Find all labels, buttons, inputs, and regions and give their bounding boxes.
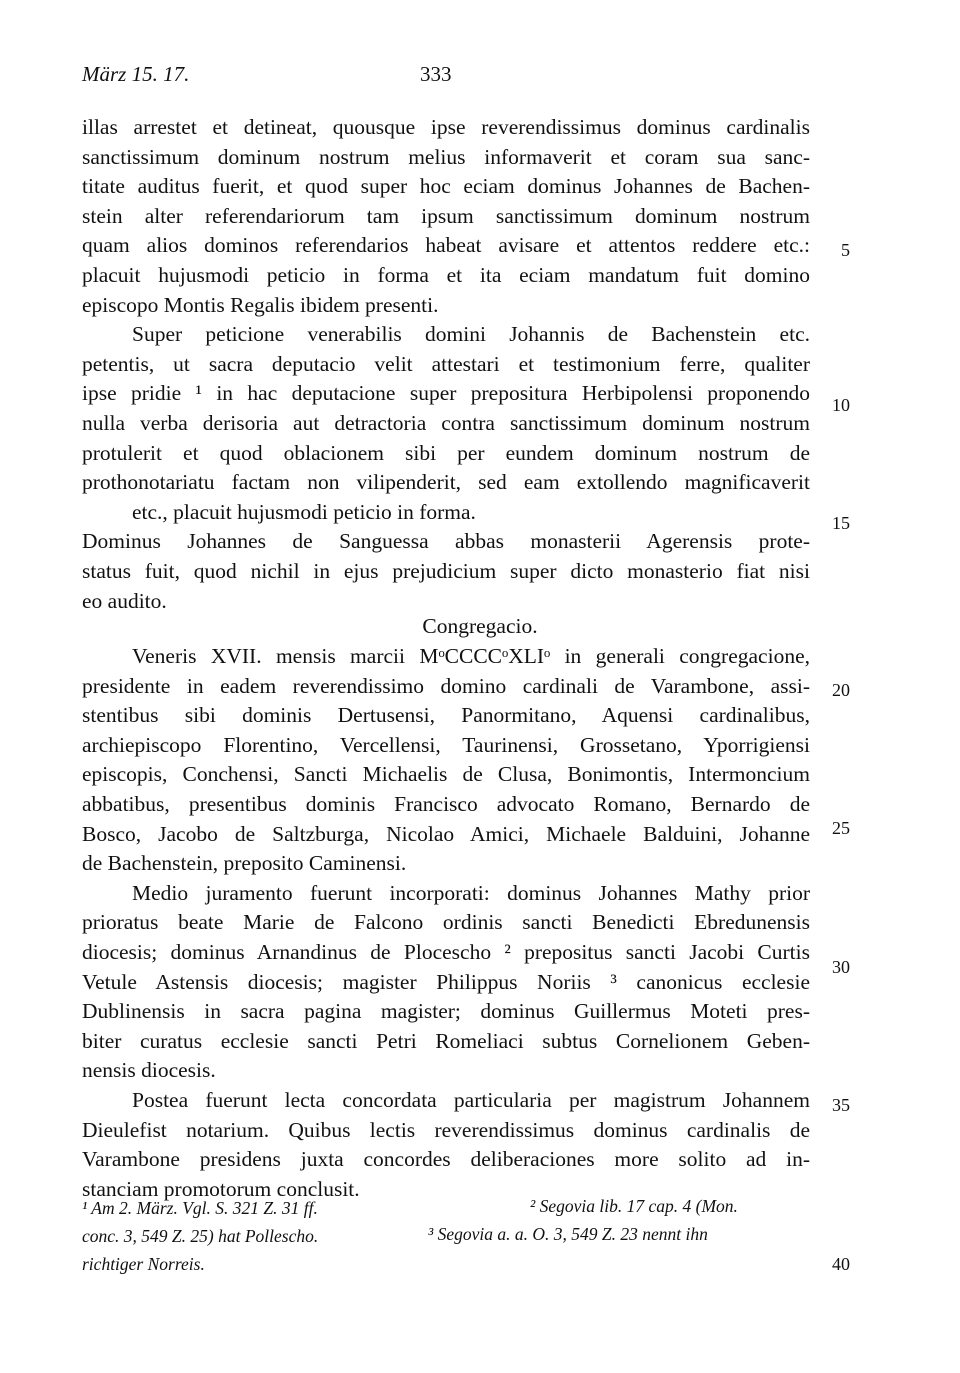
text-line: Varambone presidens juxta concordes deliberaciones more solito ad in-: [82, 1147, 810, 1172]
footnote-3: ³ Segovia a. a. O. 3, 549 Z. 23 nennt ihn: [428, 1224, 708, 1244]
line-number: 40: [832, 1254, 850, 1274]
text-line: placuit hujusmodi peticio in forma et ita eciam mandatum fuit domino: [82, 263, 810, 287]
text-line: Postea fuerunt lecta concordata particularia per magistrum Johannem: [132, 1088, 810, 1112]
line-number: 30: [832, 957, 850, 977]
text-line: stanciam promotorum conclusit.: [82, 1176, 360, 1201]
text-line: episcopo Montis Regalis ibidem presenti.: [82, 292, 439, 317]
text-line: sanctissimum dominum nostrum melius informaverit et coram sua sanc-: [82, 144, 810, 169]
text-line: prothonotariatu factam non vilipenderit, sed eam extollendo magnificaverit: [82, 470, 810, 495]
text-line: Super peticione venerabilis domini Johannis de Bachenstein etc.: [132, 322, 810, 347]
footnote-1-text: ¹ Am 2. März. Vgl. S. 321 Z. 31 ff.: [82, 1198, 318, 1218]
text-line: de Bachenstein, preposito Caminensi.: [82, 851, 407, 876]
text-line: illas arrestet et detineat, quousque ipse reverendissimus dominus cardinalis: [82, 115, 810, 139]
text-line: stentibus sibi dominis Dertusensi, Panormitano, Aquensi cardinalibus,: [82, 703, 810, 728]
footnote-2: ² Segovia lib. 17 cap. 4 (Mon.: [530, 1196, 738, 1216]
text-line: nensis diocesis.: [82, 1058, 216, 1083]
line-number: 35: [832, 1095, 850, 1115]
text-line: Dieulefist notarium. Quibus lectis reverendissimus dominus cardinalis de: [82, 1117, 810, 1142]
text-line: Dominus Johannes de Sanguessa abbas monasterii Agerensis prote-: [82, 529, 810, 554]
line-number: 5: [841, 240, 850, 260]
text-line: status fuit, quod nichil in ejus prejudicium super dicto monasterio fiat nisi: [82, 559, 810, 583]
text-line: diocesis; dominus Arnandinus de Plocescho ² prepositus sancti Jacobi Curtis: [82, 940, 810, 964]
text-line: prioratus beate Marie de Falcono ordinis sancti Benedicti Ebredunensis: [82, 910, 810, 935]
text-line: Bosco, Jacobo de Saltzburga, Nicolao Amici, Michaele Balduini, Johanne: [82, 821, 810, 846]
text-line: stein alter referendariorum tam ipsum sanctissimum dominum nostrum: [82, 203, 810, 228]
section-title: Congregacio.: [422, 614, 538, 638]
text-line: petentis, ut sacra deputacio velit attestari et testimonium ferre, qualiter: [82, 351, 810, 376]
text-line: biter curatus ecclesie sancti Petri Romeliaci subtus Cornelionem Geben-: [82, 1028, 810, 1053]
text-line: abbatibus, presentibus dominis Francisco advocato Romano, Bernardo de: [82, 792, 810, 816]
text-line: eo audito.: [82, 588, 167, 613]
footnote-3-cont: richtiger Norreis.: [82, 1254, 205, 1274]
text-line: etc., placuit hujusmodi peticio in forma.: [132, 499, 476, 524]
text-line: presidente in eadem reverendissimo domino cardinali de Varambone, assi-: [82, 673, 810, 698]
text-line: Vetule Astensis diocesis; magister Philippus Noriis ³ canonicus ecclesie: [82, 969, 810, 994]
footnote-2-cont: conc. 3, 549 Z. 25) hat Pollescho.: [82, 1226, 319, 1246]
line-number: 25: [832, 818, 850, 838]
text-line: Veneris XVII. mensis marcii MᵒCCCCᵒXLIᵒ in generali congregacione,: [132, 644, 810, 668]
text-line: nulla verba derisoria aut detractoria contra sanctissimum dominum nostrum: [82, 411, 810, 435]
text-line: archiepiscopo Florentino, Vercellensi, Taurinensi, Grossetano, Yporrigiensi: [82, 732, 810, 757]
text-line: Dublinensis in sacra pagina magister; dominus Guillermus Moteti pres-: [82, 999, 810, 1024]
text-line: ipse pridie ¹ in hac deputacione super prepositura Herbipolensi proponendo: [82, 381, 810, 406]
text-line: episcopis, Conchensi, Sancti Michaelis de Clusa, Bonimontis, Intermoncium: [82, 762, 810, 787]
line-number: 15: [832, 513, 850, 533]
text-line: protulerit et quod oblacionem sibi per eundem dominum nostrum de: [82, 440, 810, 465]
page-number: 333: [420, 62, 452, 86]
text-line: titate auditus fuerit, et quod super hoc eciam dominus Johannes de Bachen-: [82, 174, 810, 199]
text-line: quam alios dominos referendarios habeat avisare et attentos reddere etc.:: [82, 233, 810, 258]
line-number: 10: [832, 395, 850, 415]
text-line: Medio juramento fuerunt incorporati: dominus Johannes Mathy prior: [132, 880, 810, 905]
running-head-date: März 15. 17.: [82, 62, 190, 86]
line-number: 20: [832, 680, 850, 700]
